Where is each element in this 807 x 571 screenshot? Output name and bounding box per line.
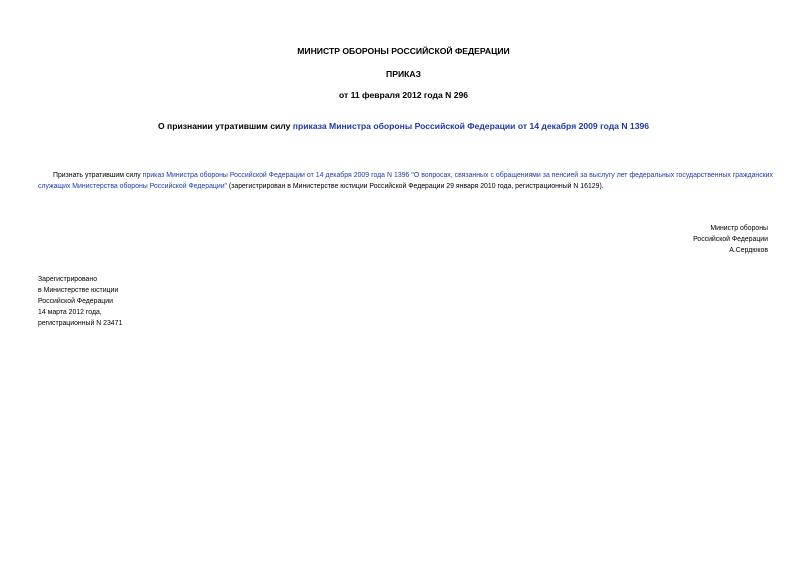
signature-line: Российской Федерации <box>693 236 768 243</box>
body-paragraph <box>38 170 773 192</box>
signature-block <box>693 223 768 256</box>
registration-line: 14 марта 2012 года, <box>38 309 102 316</box>
title-link[interactable]: приказа Министра обороны Российской Федерации от 14 декабря 2009 года N 1396 <box>292 121 650 131</box>
registration-block <box>38 274 122 329</box>
body-rest: (зарегистрирован в Министерстве юстиции Российской Федерации 29 января 2010 года, регистрационный N 16129). <box>227 183 604 190</box>
title-prefix: О признании утратившим силу <box>157 121 293 131</box>
body-order-link[interactable]: приказ Министра обороны Российской Федерации от 14 декабря 2009 года N 1396 "О вопросах, связанных с обращениями за пенсией за выслугу лет федеральных государственных гражданских служащих Министерства обороны Российской Федерации" <box>38 172 773 190</box>
document-title <box>0 121 807 132</box>
registration-line: Зарегистрировано <box>38 276 98 283</box>
registration-line: регистрационный N 23471 <box>38 320 123 327</box>
signature-line: Министр обороны <box>710 225 768 232</box>
doc-date-number: от 11 февраля 2012 года N 296 <box>338 90 469 100</box>
body-intro: Признать утратившим силу <box>53 172 143 179</box>
ministry-heading: МИНИСТР ОБОРОНЫ РОССИЙСКОЙ ФЕДЕРАЦИИ <box>297 46 510 56</box>
signature-line: А.Сердюков <box>729 247 768 254</box>
doc-type-heading: ПРИКАЗ <box>386 69 421 79</box>
registration-line: в Министерстве юстиции <box>38 287 119 294</box>
registration-line: Российской Федерации <box>38 298 113 305</box>
